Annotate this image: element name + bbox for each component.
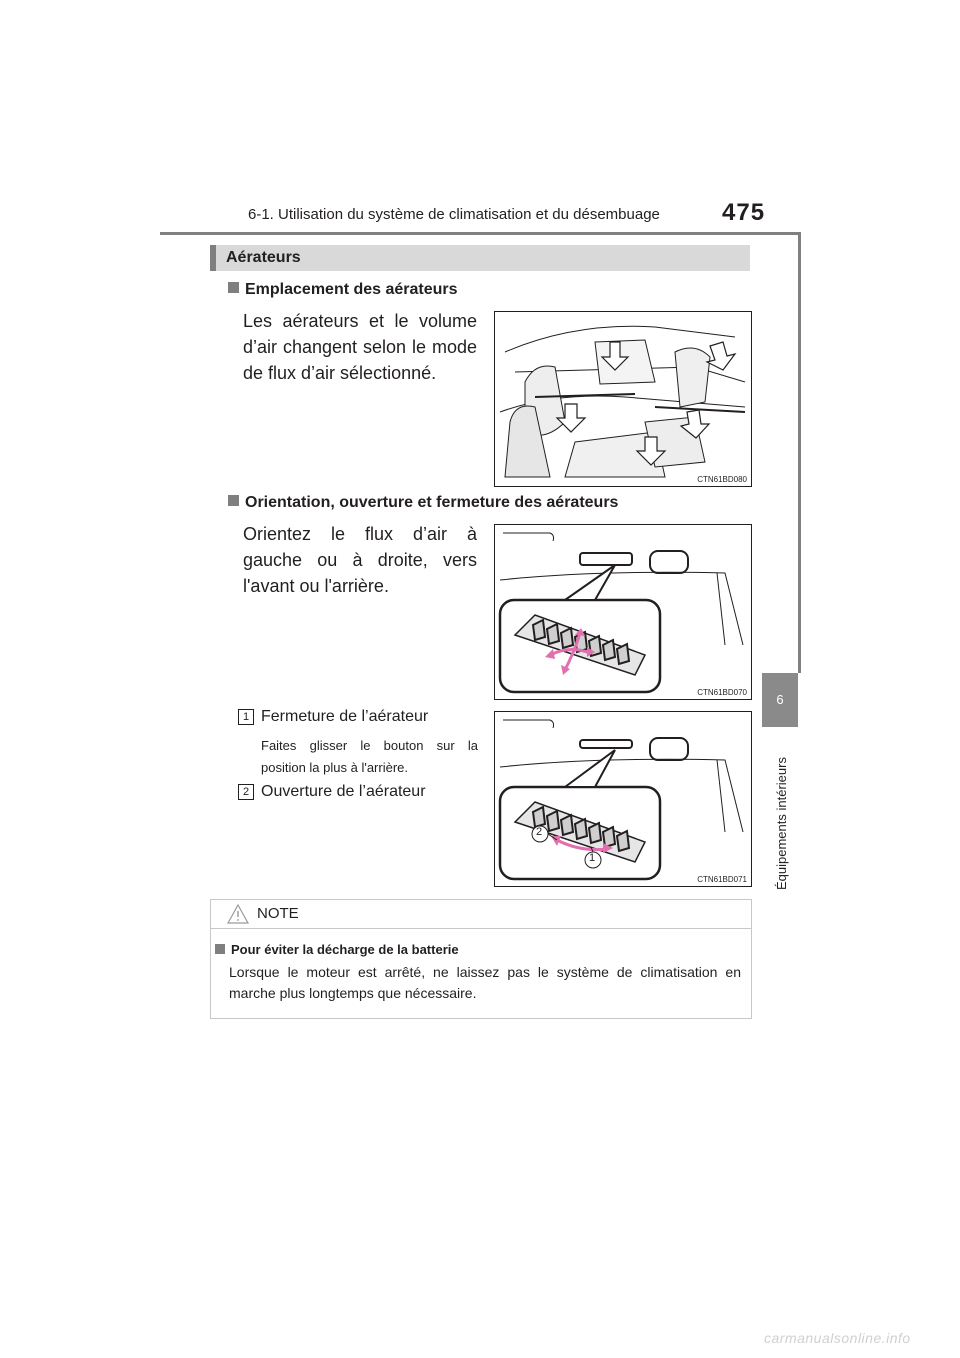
car-interior-illustration (495, 312, 751, 486)
item-number-badge: 1 (238, 709, 254, 725)
figure-vent-open-close (494, 711, 752, 887)
figure-vent-locations (494, 311, 752, 487)
item-detail-close-vent: Faites glisser le bouton sur la position la plus à l'arrière. (261, 738, 478, 775)
chapter-title: 6-1. Utilisation du système de climatisation et du désembuage (248, 206, 660, 223)
side-rule (798, 232, 801, 673)
chapter-side-label (768, 740, 792, 890)
item-title-close-vent: Fermeture de l’aérateur (261, 708, 429, 725)
subsection-paragraph: Orientez le flux d’air à gauche ou à droite, vers l'avant ou l'arrière. (243, 524, 477, 596)
item-number-badge: 2 (238, 784, 254, 800)
section-title: Aérateurs (226, 249, 301, 266)
section-accent (210, 245, 216, 271)
subsection-heading-text: Emplacement des aérateurs (245, 281, 458, 298)
square-bullet-icon (228, 495, 239, 506)
subsection-heading-text: Orientation, ouverture et fermeture des aérateurs (245, 494, 619, 511)
warning-triangle-icon (227, 904, 249, 924)
page-number: 475 (722, 199, 766, 226)
square-bullet-icon (228, 282, 239, 293)
watermark: carmanualsonline.info (764, 1330, 911, 1346)
figure-code: CTN61BD071 (697, 875, 747, 884)
note-title: NOTE (257, 905, 299, 922)
note-subheading-text: Pour éviter la décharge de la batterie (231, 942, 459, 957)
item-title-open-vent: Ouverture de l’aérateur (261, 783, 426, 800)
note-header (211, 900, 751, 929)
subsection-heading-orientation (228, 494, 618, 512)
figure-code: CTN61BD080 (697, 475, 747, 484)
note-box (210, 899, 752, 1019)
chapter-side-label-text: Équipements intérieurs (774, 757, 789, 890)
callout-1: 1 (589, 852, 596, 864)
callout-2: 2 (536, 826, 543, 838)
subsection-heading-location (228, 281, 458, 299)
vent-detail-illustration (495, 525, 751, 699)
note-text: Lorsque le moteur est arrêté, ne laissez pas le système de climatisation en marche plus longtemps que nécessaire. (229, 964, 741, 1001)
figure-vent-orientation (494, 524, 752, 700)
section-header (210, 245, 750, 271)
subsection-paragraph: Les aérateurs et le volume d’air changent selon le mode de flux d’air sélectionné. (243, 311, 477, 383)
figure-code: CTN61BD070 (697, 688, 747, 697)
square-bullet-icon (215, 944, 225, 954)
chapter-tab[interactable]: 6 (762, 673, 798, 727)
note-subheading (215, 942, 459, 957)
vent-open-close-illustration (495, 712, 751, 886)
header-rule (160, 232, 798, 235)
